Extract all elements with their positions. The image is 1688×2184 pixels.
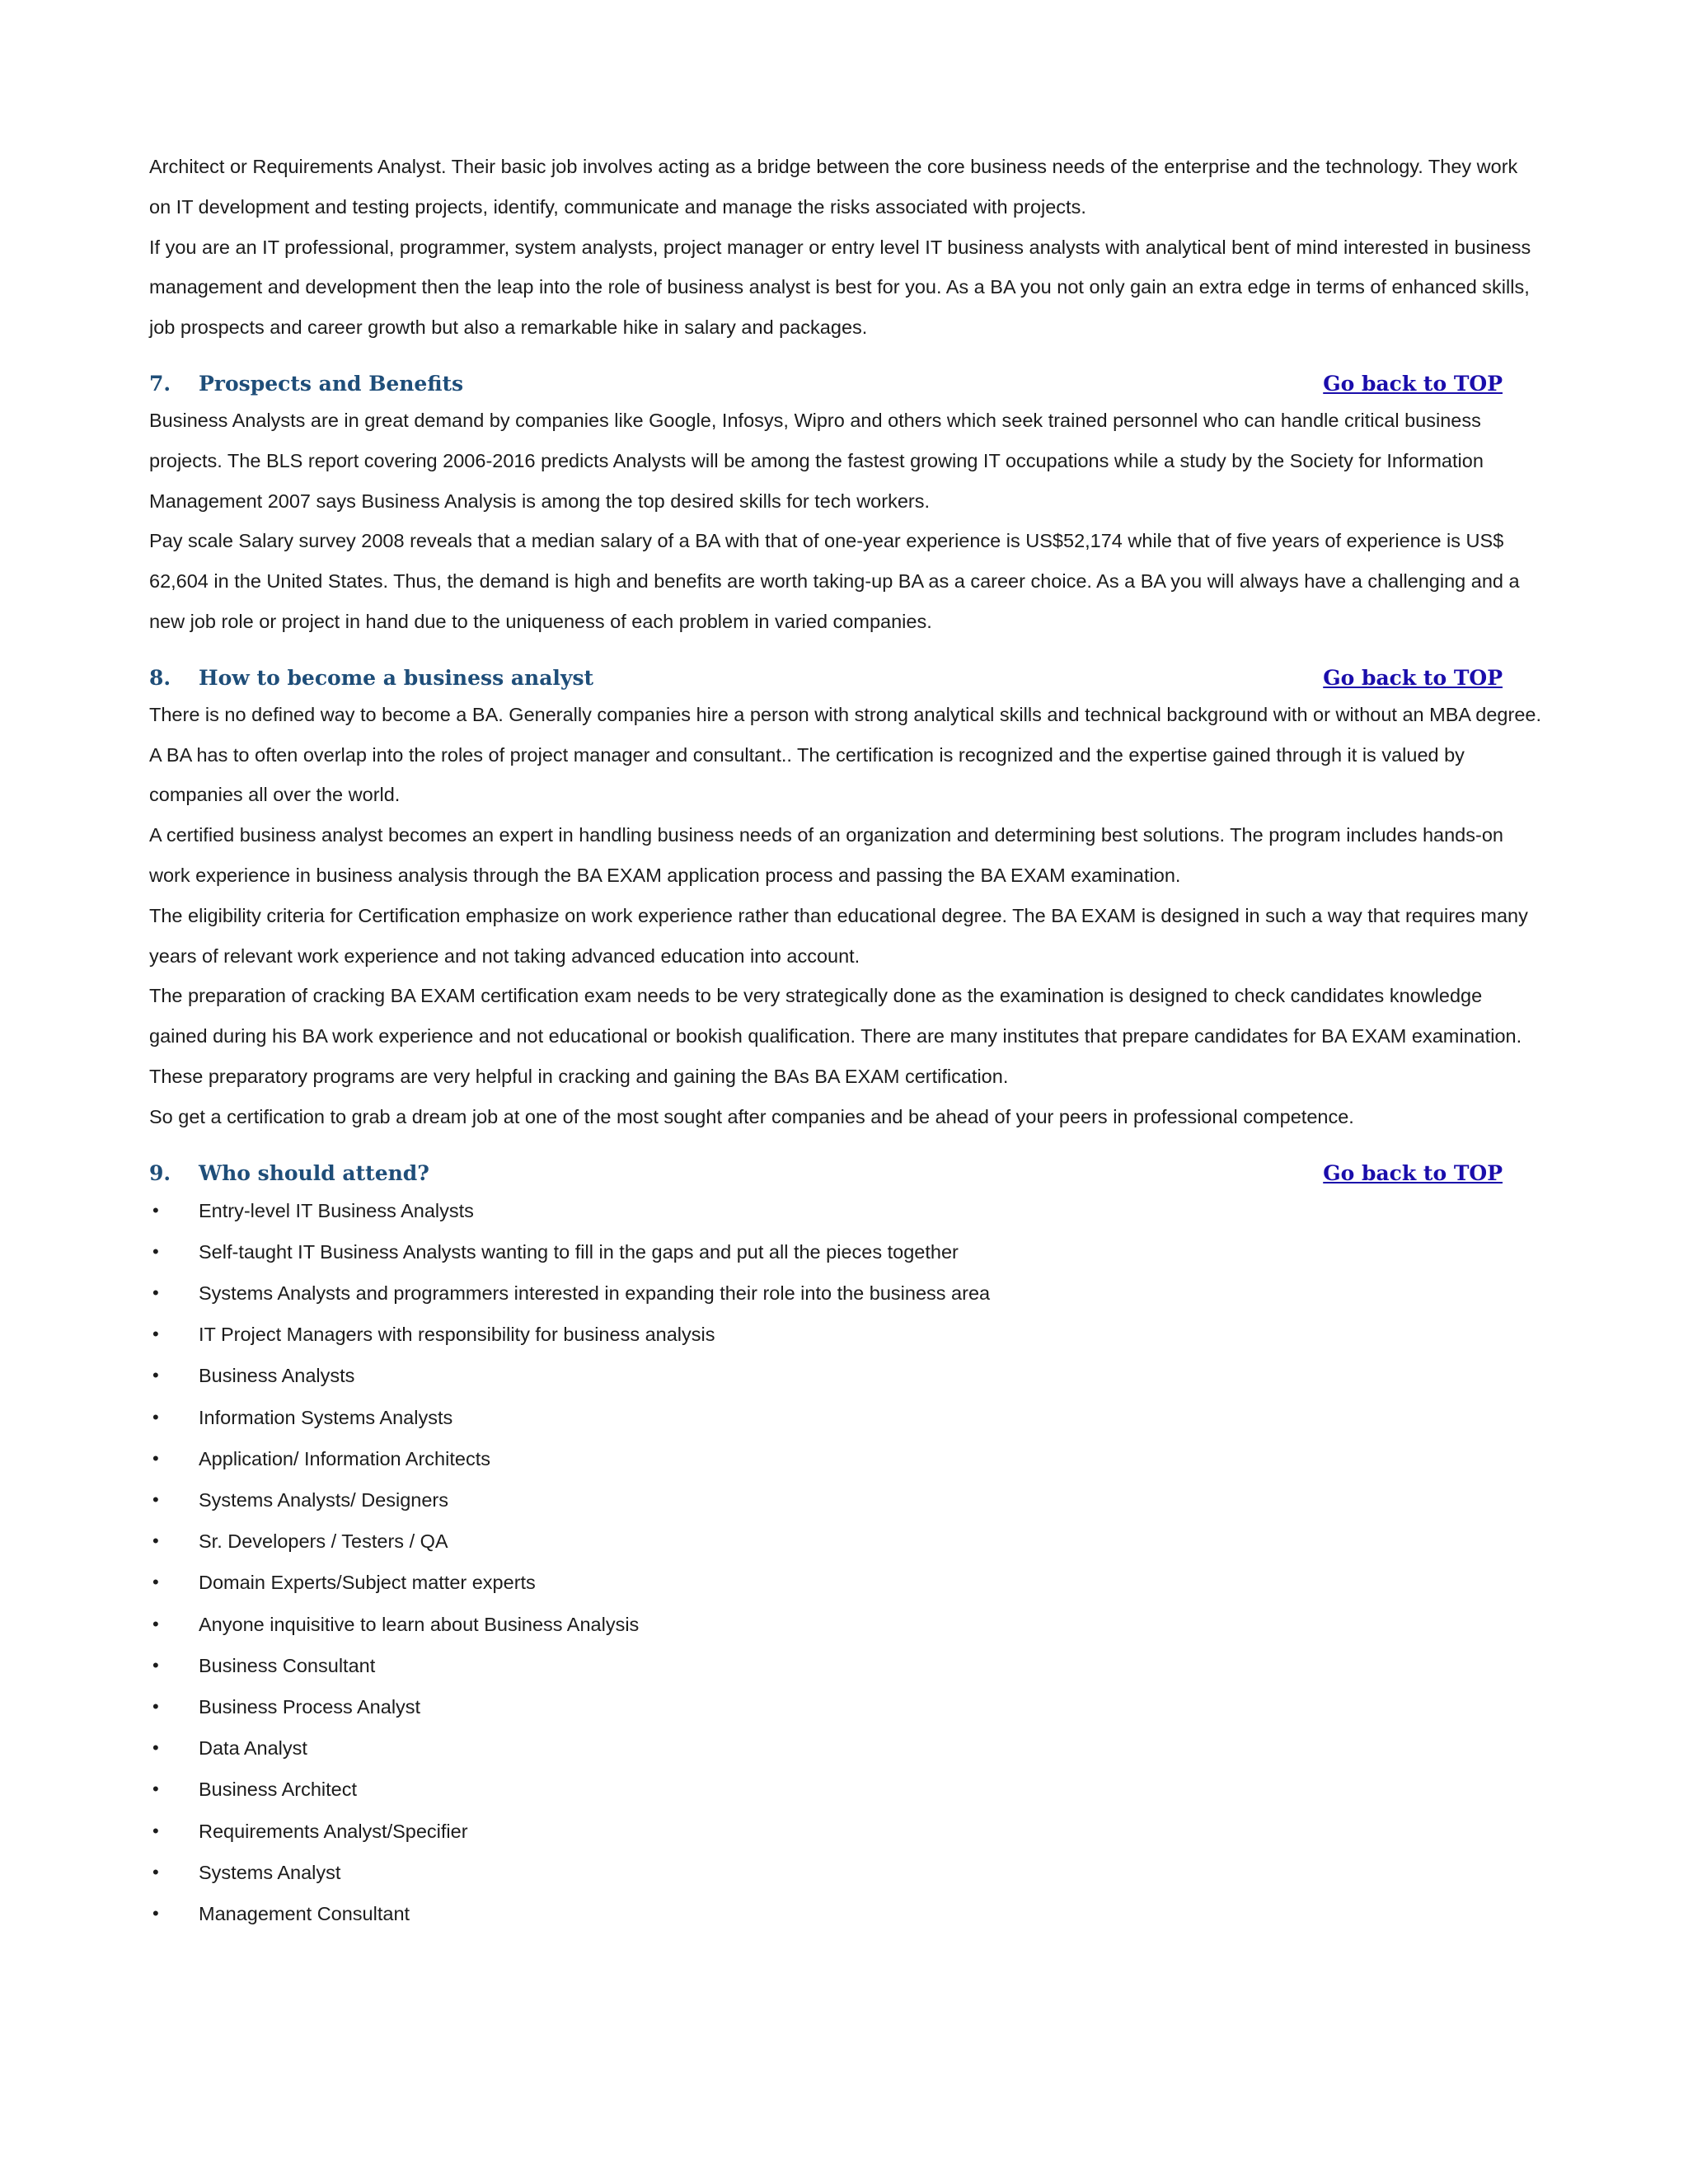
go-back-to-top-link[interactable]: Go back to TOP: [1323, 665, 1503, 690]
list-item: [149, 1190, 1542, 1231]
attendee-list: [149, 1190, 1542, 1935]
list-item-label: Information Systems Analysts: [199, 1406, 453, 1428]
list-item-label: Self-taught IT Business Analysts wanting to fill in the gaps and put all the pieces together: [199, 1240, 959, 1263]
list-item: [149, 1397, 1542, 1438]
section-number: 9.: [149, 1160, 171, 1185]
bullet-icon: •: [152, 1199, 159, 1221]
bullet-icon: •: [152, 1530, 159, 1552]
list-item: [149, 1314, 1542, 1355]
intro-paragraph: Architect or Requirements Analyst. Their basic job involves acting as a bridge between the core business needs of the enterprise and the technology. They work on IT development and testing projects, identify, communicate and manage the risks associated with projects.: [149, 156, 1518, 218]
list-item: [149, 1272, 1542, 1314]
list-item-label: Business Analysts: [199, 1365, 355, 1387]
list-item-label: Entry-level IT Business Analysts: [199, 1199, 474, 1221]
list-item: [149, 1852, 1542, 1893]
bullet-icon: •: [152, 1695, 159, 1717]
list-item: [149, 1562, 1542, 1603]
list-item-label: Domain Experts/Subject matter experts: [199, 1572, 536, 1594]
section-paragraph: A certified business analyst becomes an expert in handling business needs of an organization and determining best solutions. The program includes hands-on work experience in business analysis through the BA EXAM application process and passing the BA EXAM examination.: [149, 824, 1503, 886]
list-item-label: Requirements Analyst/Specifier: [199, 1820, 468, 1842]
bullet-icon: •: [152, 1779, 159, 1800]
section-paragraph: So get a certification to grab a dream job at one of the most sought after companies and be ahead of your peers in professional competence.: [149, 1105, 1354, 1127]
list-item-label: Systems Analysts and programmers interested in expanding their role into the business area: [199, 1282, 991, 1304]
list-item: [149, 1769, 1542, 1810]
list-item-label: IT Project Managers with responsibility for business analysis: [199, 1324, 715, 1346]
section-paragraph: Business Analysts are in great demand by companies like Google, Infosys, Wipro and others which seek trained personnel who can handle critical business projects. The BLS report covering 2006-2016 predicts Analysts will be among the fastest growing IT occupations while a study by the Society for Information Management 2007 says Business Analysis is among the top desired skills for tech workers.: [149, 409, 1484, 512]
go-back-to-top-link[interactable]: Go back to TOP: [1323, 371, 1503, 396]
list-item-label: Data Analyst: [199, 1737, 307, 1760]
list-item: [149, 1479, 1542, 1521]
section-title: Who should attend?: [199, 1160, 429, 1185]
intro-paragraph: If you are an IT professional, programmer, system analysts, project manager or entry level IT business analysts with analytical bent of mind interested in business management and development then the leap into the role of business analyst is best for you. As a BA you not only gain an extra edge in terms of enhanced skills, job prospects and career growth but also a remarkable hike in salary and packages.: [149, 236, 1531, 339]
bullet-icon: •: [152, 1902, 159, 1924]
bullet-icon: •: [152, 1654, 159, 1675]
bullet-icon: •: [152, 1820, 159, 1841]
list-item-label: Sr. Developers / Testers / QA: [199, 1530, 448, 1553]
bullet-icon: •: [152, 1240, 159, 1262]
list-item: [149, 1811, 1542, 1852]
section-paragraph: Pay scale Salary survey 2008 reveals that a median salary of a BA with that of one-year experience is US$52,174 while that of five years of experience is US$ 62,604 in the United States. Thus, the demand is high and benefits are worth taking-up BA as a career choice. As a BA you will always have a challenging and a new job role or project in hand due to the uniqueness of each problem in varied companies.: [149, 530, 1520, 632]
list-item: [149, 1645, 1542, 1686]
list-item: [149, 1438, 1542, 1479]
list-item: [149, 1521, 1542, 1562]
section-number: 8.: [149, 665, 171, 690]
list-item-label: Business Process Analyst: [199, 1695, 421, 1718]
section-how-to-become: [149, 662, 1542, 1137]
list-item: [149, 1231, 1542, 1272]
section-heading: [149, 1157, 1542, 1190]
intro: [149, 147, 1542, 348]
list-item-label: Business Consultant: [199, 1654, 376, 1676]
section-who-should-attend: [149, 1157, 1542, 1935]
section-paragraph: The preparation of cracking BA EXAM certification exam needs to be very strategically done as the examination is designed to check candidates knowledge gained during his BA work experience and not educational or bookish qualification. There are many institutes that prepare candidates for BA EXAM examination. These preparatory programs are very helpful in cracking and gaining the BAs BA EXAM certification.: [149, 985, 1522, 1087]
section-heading: [149, 368, 1542, 401]
section-number: 7.: [149, 371, 171, 396]
list-item-label: Anyone inquisitive to learn about Business Analysis: [199, 1613, 640, 1635]
list-item: [149, 1604, 1542, 1645]
bullet-icon: •: [152, 1324, 159, 1345]
list-item-label: Management Consultant: [199, 1902, 410, 1924]
bullet-icon: •: [152, 1365, 159, 1386]
section-paragraph: There is no defined way to become a BA. Generally companies hire a person with strong analytical skills and technical background with or without an MBA degree. A BA has to often overlap into the roles of project manager and consultant.. The certification is recognized and the expertise gained through it is valued by companies all over the world.: [149, 703, 1541, 806]
list-item: [149, 1727, 1542, 1769]
bullet-icon: •: [152, 1613, 159, 1634]
section-title: Prospects and Benefits: [199, 371, 464, 396]
section-prospects-benefits: [149, 368, 1542, 642]
section-title: How to become a business analyst: [199, 665, 594, 690]
bullet-icon: •: [152, 1861, 159, 1882]
page-content: [149, 147, 1542, 1934]
list-item-label: Business Architect: [199, 1779, 358, 1801]
bullet-icon: •: [152, 1282, 159, 1303]
bullet-icon: •: [152, 1447, 159, 1469]
bullet-icon: •: [152, 1488, 159, 1510]
list-item: [149, 1686, 1542, 1727]
bullet-icon: •: [152, 1406, 159, 1427]
go-back-to-top-link[interactable]: Go back to TOP: [1323, 1160, 1503, 1185]
list-item-label: Systems Analysts/ Designers: [199, 1488, 448, 1511]
list-item: [149, 1893, 1542, 1934]
section-paragraph: The eligibility criteria for Certification emphasize on work experience rather than educational degree. The BA EXAM is designed in such a way that requires many years of relevant work experience and not taking advanced education into account.: [149, 904, 1528, 967]
section-heading: [149, 662, 1542, 695]
list-item-label: Application/ Information Architects: [199, 1447, 490, 1469]
bullet-icon: •: [152, 1572, 159, 1593]
list-item-label: Systems Analyst: [199, 1861, 341, 1883]
list-item: [149, 1355, 1542, 1396]
bullet-icon: •: [152, 1737, 159, 1759]
